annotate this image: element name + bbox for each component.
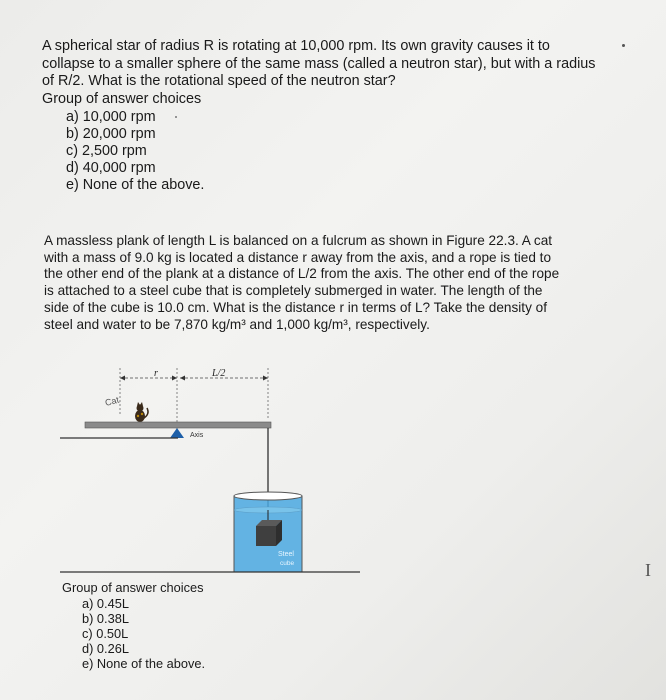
dust-speck [622, 44, 625, 47]
question-1-line: A spherical star of radius R is rotating at 10,000 rpm. Its own gravity causes it to [42, 38, 550, 54]
q2-choice-b[interactable]: b) 0.38L [82, 611, 129, 626]
fulcrum [170, 428, 184, 438]
question-2-line: A massless plank of length L is balanced on a fulcrum as shown in Figure 22.3. A cat [44, 233, 553, 248]
question-2-text [44, 233, 614, 333]
question-2-line: steel and water to be 7,870 kg/m³ and 1,000 kg/m³, respectively. [44, 316, 430, 332]
plank-fulcrum-figure [60, 360, 370, 580]
question-2-line: the other end of the plank at a distance of L/2 from the axis. The other end of the rope [44, 266, 560, 282]
q1-choice-a[interactable]: a) 10,000 rpm [66, 109, 156, 125]
label-l-half: L/2 [212, 368, 226, 379]
cat-icon [135, 402, 148, 422]
plank [85, 422, 271, 428]
question-2-group-label: Group of answer choices [62, 580, 204, 595]
question-1-line: collapse to a smaller sphere of the same mass (called a neutron star), but with a radius [42, 55, 596, 72]
label-steel: Steel [278, 551, 294, 558]
q2-choice-e[interactable]: e) None of the above. [82, 656, 206, 671]
question-2-line: with a mass of 9.0 kg is located a distance r away from the axis, and a rope is tied to [44, 249, 551, 265]
dust-speck [175, 116, 177, 118]
label-axis: Axis [190, 432, 204, 439]
dimension-r [120, 368, 177, 430]
q2-choice-c[interactable]: c) 0.50L [82, 626, 129, 641]
label-cube: cube [280, 560, 295, 567]
question-2-line: is attached to a steel cube that is completely submerged in water. The length of the [44, 283, 543, 299]
question-1-line: of R/2. What is the rotational speed of the neutron star? [42, 73, 396, 89]
text-cursor-icon: I [645, 560, 651, 580]
question-2-line: side of the cube is 10.0 cm. What is the distance r in terms of L? Take the density of [44, 299, 547, 315]
q1-choice-c[interactable]: c) 2,500 rpm [66, 143, 147, 159]
q1-choice-b[interactable]: b) 20,000 rpm [66, 126, 156, 142]
dimension-l-half [180, 368, 268, 420]
question-1-text [42, 38, 622, 108]
q1-choice-d[interactable]: d) 40,000 rpm [66, 160, 156, 176]
q2-choice-a[interactable]: a) 0.45L [82, 596, 129, 611]
q2-choice-d[interactable]: d) 0.26L [82, 641, 129, 656]
label-cat: Cat [103, 394, 121, 408]
q1-choice-e[interactable]: e) None of the above. [66, 177, 205, 193]
label-r: r [154, 368, 158, 379]
question-1-group-label: Group of answer choices [42, 90, 202, 107]
